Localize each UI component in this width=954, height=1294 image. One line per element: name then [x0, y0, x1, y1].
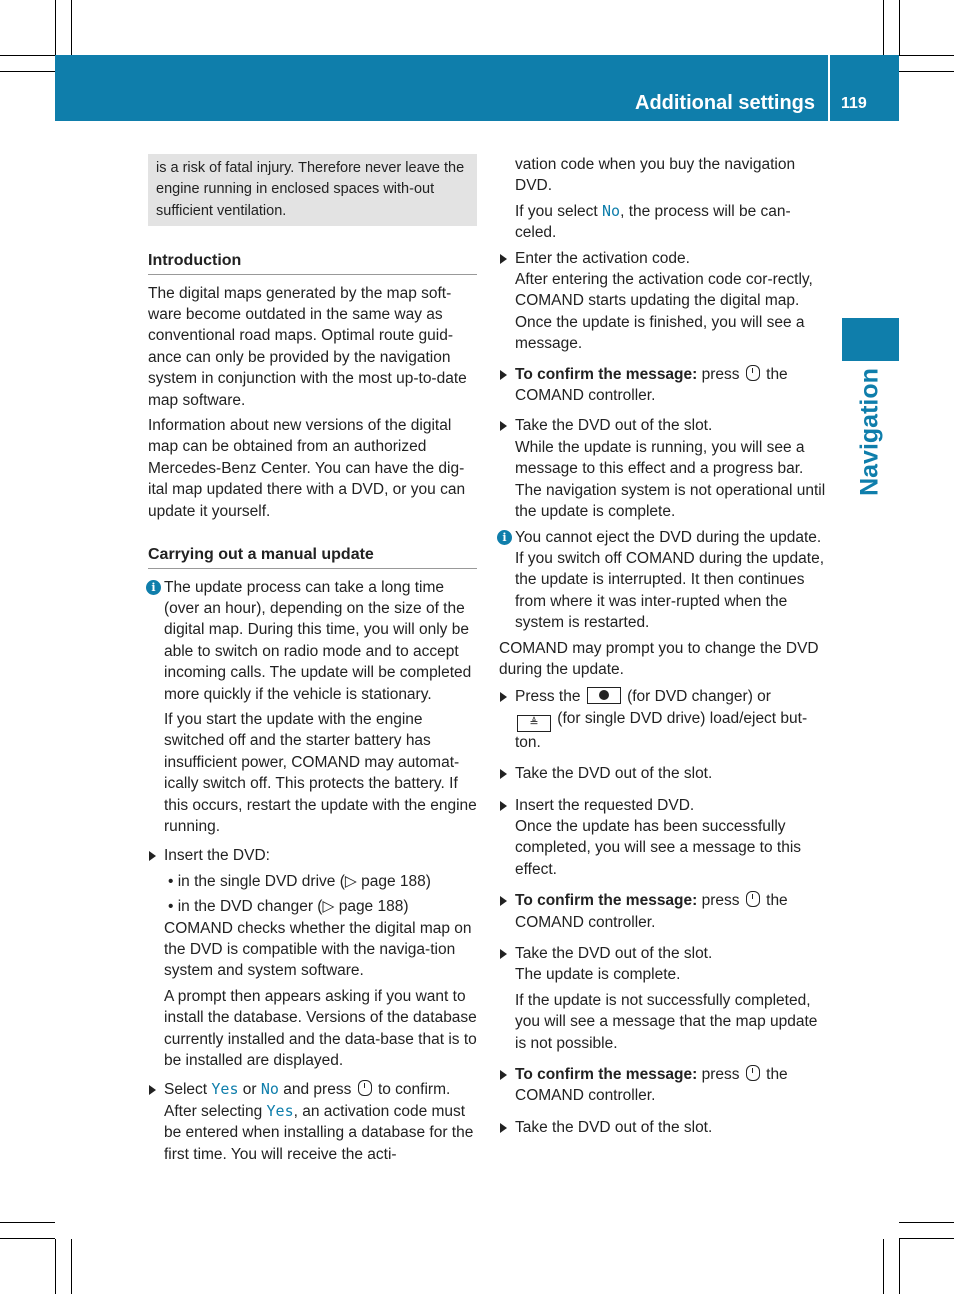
- step-take-out: Take the DVD out of the slot.: [499, 1117, 830, 1138]
- paragraph: If you select No, the process will be can-celed.: [515, 201, 791, 242]
- step-insert-requested: Insert the requested DVD. Once the update has been successfully completed, you will see a message to this effect.: [499, 795, 830, 881]
- crop-mark: [899, 1222, 954, 1223]
- right-column: [499, 154, 830, 1147]
- controller-press-icon: [358, 1080, 372, 1096]
- paragraph: If you start the update with the engine switched off and the starter battery has insufficient power, COMAND may automat-ically switch off. This protects the battery. If this occurs, restart the update with the engine running.: [164, 710, 477, 835]
- option-no: No: [602, 201, 621, 220]
- step-take-out: Take the DVD out of the slot. The update is complete.: [499, 943, 830, 986]
- crop-mark: [899, 55, 954, 56]
- controller-press-icon: [746, 1065, 760, 1081]
- paragraph: vation code when you buy the navigation DVD.: [515, 156, 796, 195]
- crop-mark: [899, 1239, 900, 1294]
- paragraph: After selecting Yes, an activation code must be entered when installing a database for the first time. You will receive the acti-: [164, 1101, 474, 1163]
- info-icon: i: [146, 580, 161, 595]
- chapter-label: Navigation: [855, 368, 884, 496]
- paragraph: COMAND may prompt you to change the DVD during the update.: [499, 639, 819, 678]
- crop-mark: [899, 0, 900, 55]
- eject-button-icon: ≜: [517, 715, 551, 732]
- step-take-out: Take the DVD out of the slot. While the update is running, you will see a message to this effect and a progress bar. The navigation system is not operational until the update is complete.: [499, 415, 830, 522]
- list-item: • in the single DVD drive (▷ page 188): [168, 872, 431, 890]
- option-no: No: [260, 1080, 279, 1099]
- heading-manual-update: Carrying out a manual update: [148, 544, 477, 568]
- step-insert-dvd: Insert the DVD:: [148, 845, 477, 866]
- crop-mark: [899, 71, 954, 72]
- info-icon: i: [497, 530, 512, 545]
- paragraph: If the update is not successfully completed, you will see a message that the map update is not possible.: [515, 991, 818, 1052]
- crop-mark: [55, 1239, 56, 1294]
- option-yes: Yes: [211, 1080, 239, 1099]
- step-confirm: To confirm the message: press the COMAND controller.: [499, 890, 830, 933]
- step-take-out: Take the DVD out of the slot.: [499, 763, 830, 784]
- dvd-changer-button-icon: [587, 687, 621, 704]
- paragraph: COMAND checks whether the digital map on the DVD is compatible with the naviga-tion system and system software.: [164, 919, 472, 980]
- section-title: Additional settings: [635, 92, 815, 114]
- warning-box: is a risk of fatal injury. Therefore never leave the engine running in enclosed spaces with-out sufficient ventilation.: [148, 154, 477, 226]
- step-press-button: Press the (for DVD changer) or ≜ (for single DVD drive) load/eject but-ton.: [499, 686, 830, 753]
- paragraph: Information about new versions of the digital map can be obtained from an authorized Mercedes-Benz Center. You can have the dig-ital map updated there with a DVD, or you can update it yourself.: [148, 417, 466, 520]
- list-item: • in the DVD changer (▷ page 188): [168, 898, 409, 916]
- page-number: 119: [841, 95, 867, 112]
- crop-mark: [55, 0, 56, 55]
- heading-introduction: Introduction: [148, 250, 477, 274]
- step-select: Select Yes or No and press to confirm.: [148, 1079, 477, 1100]
- paragraph: A prompt then appears asking if you want to install the database. Versions of the database currently installed and the data-base that is to be installed are displayed.: [164, 987, 477, 1070]
- crop-mark: [0, 55, 55, 56]
- crop-mark: [0, 1238, 55, 1239]
- crop-mark: [71, 1239, 72, 1294]
- chapter-tab: [842, 318, 899, 361]
- left-column: [148, 154, 477, 1169]
- crop-mark: [883, 0, 884, 55]
- paragraph: The digital maps generated by the map soft-ware become outdated in the same way as conventional road maps. Optimal route guid-ance can only be provided by the navigation system in conjunction with the most up-to-date map software.: [148, 284, 467, 409]
- info-note: i The update process can take a long time (over an hour), depending on the size of the digital map. During this time, you will only be able to switch on radio mode and to accept incoming calls. The update will be completed more quickly if the vehicle is stationary.: [148, 577, 477, 705]
- step-enter-code: Enter the activation code. After entering the activation code cor-rectly, COMAND starts updating the digital map. Once the update is finished, you will see a message.: [499, 248, 830, 355]
- crop-mark: [71, 0, 72, 55]
- info-note: i You cannot eject the DVD during the update. If you switch off COMAND during the update, the update is interrupted. It then continues from where it was inter-rupted when the system is restarted.: [499, 527, 830, 634]
- option-yes: Yes: [266, 1101, 294, 1120]
- crop-mark: [0, 71, 55, 72]
- crop-mark: [883, 1239, 884, 1294]
- crop-mark: [0, 1222, 55, 1223]
- crop-mark: [899, 1238, 954, 1239]
- controller-press-icon: [746, 365, 760, 381]
- step-confirm: To confirm the message: press the COMAND controller.: [499, 1064, 830, 1107]
- page-header: [55, 55, 899, 121]
- controller-press-icon: [746, 891, 760, 907]
- header-divider: [828, 55, 830, 121]
- step-confirm: To confirm the message: press the COMAND controller.: [499, 364, 830, 407]
